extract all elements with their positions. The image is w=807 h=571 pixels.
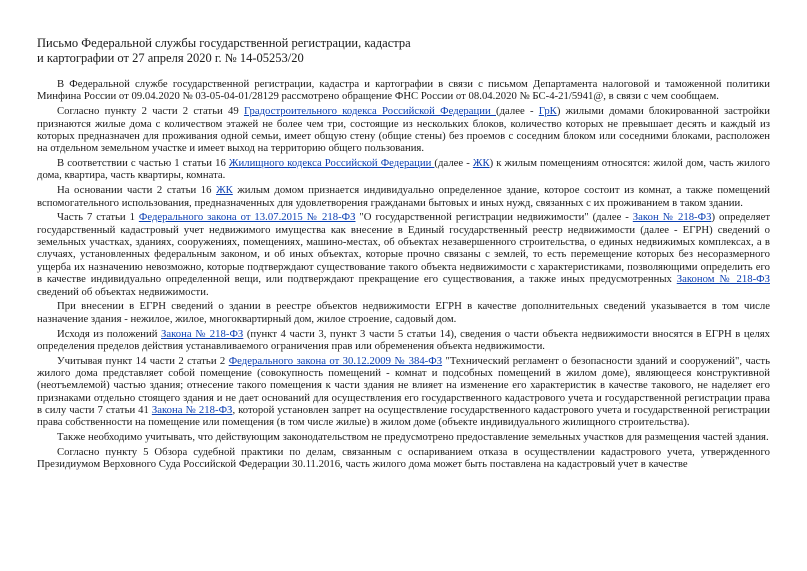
paragraph-9	[37, 431, 770, 443]
paragraph-text: В Федеральной службе государственной регистрации, кадастра и картографии в связи с письмом Департамента налоговой и таможенной политики Минфина России от 09.04.2020 № 03-05-04-01/28129 рассмотрено обращение ФНС России от 08.04.2020 № БС-4-21/5941@, в связи с чем сообщаем.	[37, 78, 770, 103]
law-link[interactable]: ЖК	[472, 157, 490, 170]
document-body	[37, 78, 770, 471]
paragraph-6	[37, 300, 770, 325]
paragraph-text: жилым домом признается индивидуально определенное здание, которое состоит из комнат, а также помещений вспомогательного использования, предназначенных для удовлетворения гражданами бытовых и иных нужд, связанных с их проживанием в таком здании.	[37, 184, 770, 209]
paragraph-text: ) определяет государственный кадастровый учет недвижимого имущества как внесение в Единый государственный реестр недвижимости (далее - ЕГРН) сведений о земельных участках, зданиях, сооружениях, помещениях, машино-местах, об объектах незавершенного строительства, о единых недвижимых комплексах, а в случаях, установленных федеральным законом, и об иных объектах, которые прочно связаны с землей, то есть перемещение которых без несоразмерного ущерба их назначению невозможно, которые подтверждают существование такого объекта недвижимости с характеристиками, позволяющими определить его в качестве индивидуально определенной вещи, или подтверждают прекращение его существования, а также иных предусмотренных	[37, 211, 771, 286]
law-link[interactable]: Закон № 218-ФЗ	[632, 211, 712, 224]
paragraph-text: Также необходимо учитывать, что действующим законодательством не предусмотрено предоставление земельных участков для размещения частей здания.	[57, 431, 769, 444]
paragraph-2	[37, 105, 770, 154]
paragraph-1	[37, 78, 770, 103]
paragraph-text: В соответствии с частью 1 статьи 16	[57, 157, 229, 170]
law-link[interactable]: Закона № 218-ФЗ	[161, 327, 244, 340]
law-link[interactable]: Законом № 218-ФЗ	[676, 273, 770, 286]
paragraph-7	[37, 328, 770, 353]
paragraph-text: Согласно пункту 2 части 2 статьи 49	[57, 105, 244, 118]
paragraph-text: (далее -	[496, 105, 539, 118]
paragraph-8	[37, 355, 770, 429]
law-link[interactable]: ГрК	[538, 105, 557, 118]
paragraph-text: При внесении в ЕГРН сведений о здании в реестре объектов недвижимости ЕГРН в качестве дополнительных сведений указывается в том числе назначение здания - нежилое, жилое, многоквартирный дом, жилое строение, садовый дом.	[37, 300, 770, 325]
paragraph-text: (далее -	[434, 157, 473, 170]
paragraph-text: Часть 7 статьи 1	[57, 211, 139, 224]
document-title	[37, 36, 770, 66]
document-title-line-2: и картографии от 27 апреля 2020 г. № 14-05253/20	[37, 51, 304, 65]
law-link[interactable]: Федерального закона от 13.07.2015 № 218-ФЗ	[138, 211, 356, 224]
paragraph-text: Исходя из положений	[57, 327, 161, 340]
law-link[interactable]: Федерального закона от 30.12.2009 № 384-ФЗ	[228, 354, 443, 367]
document	[37, 36, 770, 473]
paragraph-5	[37, 211, 770, 297]
law-link[interactable]: ЖК	[216, 184, 233, 197]
paragraph-text: "Технический регламент о безопасности зданий и сооружений", часть жилого дома представляет собой помещение (совокупность помещений - комнат и подсобных помещений в жилом доме), являющееся конструктивной (неотъемлемой) частью здания; отнесение такого помещения к части здания не влияет на изменение его характеристик в качестве такового, не наделяет его признаками отдельно стоящего здания и не дает оснований для осуществления его государственного кадастрового учета и государственной регистрации права в силу части 7 статьи 41	[37, 354, 771, 417]
paragraph-text: ) жилыми домами блокированной застройки признаются жилые дома с количеством этажей не более чем три, состоящие из нескольких блоков, количество которых не превышает десять и каждый из которых предназначен для проживания одной семьи, имеет общую стену (общие стены) без проемов с соседним блоком или соседними блоками, расположен на отдельном земельном участке и имеет выход на территорию общего пользования.	[37, 105, 771, 155]
paragraph-text: "О государственной регистрации недвижимости" (далее -	[355, 211, 633, 224]
law-link[interactable]: Закона № 218-ФЗ	[151, 404, 233, 417]
paragraph-10	[37, 446, 770, 471]
paragraph-text: Учитывая пункт 14 части 2 статьи 2	[57, 354, 229, 367]
paragraph-text: сведений об объектах недвижимости.	[37, 285, 209, 298]
paragraph-text: ) к жилым помещениям относятся: жилой дом, часть жилого дома, квартира, часть квартиры, комната.	[37, 157, 770, 182]
paragraph-text: (пункт 4 части 3, пункт 3 части 5 статьи 14), сведения о части объекта недвижимости вносятся в ЕГРН в целях определения пределов действия устанавливаемого ограничения прав или обременения объекта недвижимости.	[37, 327, 770, 352]
paragraph-3	[37, 157, 770, 182]
law-link[interactable]: Жилищного кодекса Российской Федерации	[228, 157, 435, 170]
document-title-line-1: Письмо Федеральной службы государственной регистрации, кадастра	[37, 36, 411, 50]
paragraph-text: На основании части 2 статьи 16	[57, 184, 217, 197]
paragraph-4	[37, 184, 770, 209]
paragraph-text: , которой установлен запрет на осуществление государственного кадастрового учета и государственной регистрации права собственности на помещение или помещения (в том числе жилые) в жилом доме (объекте индивидуального жилищного строительства).	[37, 404, 770, 429]
paragraph-text: Согласно пункту 5 Обзора судебной практики по делам, связанным с оспариванием отказа в осуществлении кадастрового учета, утвержденного Президиумом Верховного Суда Российской Федерации 30.11.2016, часть жилого дома может быть поставлена на кадастровый учет в качестве	[37, 446, 770, 471]
law-link[interactable]: Градостроительного кодекса Российской Федерации	[243, 105, 496, 118]
